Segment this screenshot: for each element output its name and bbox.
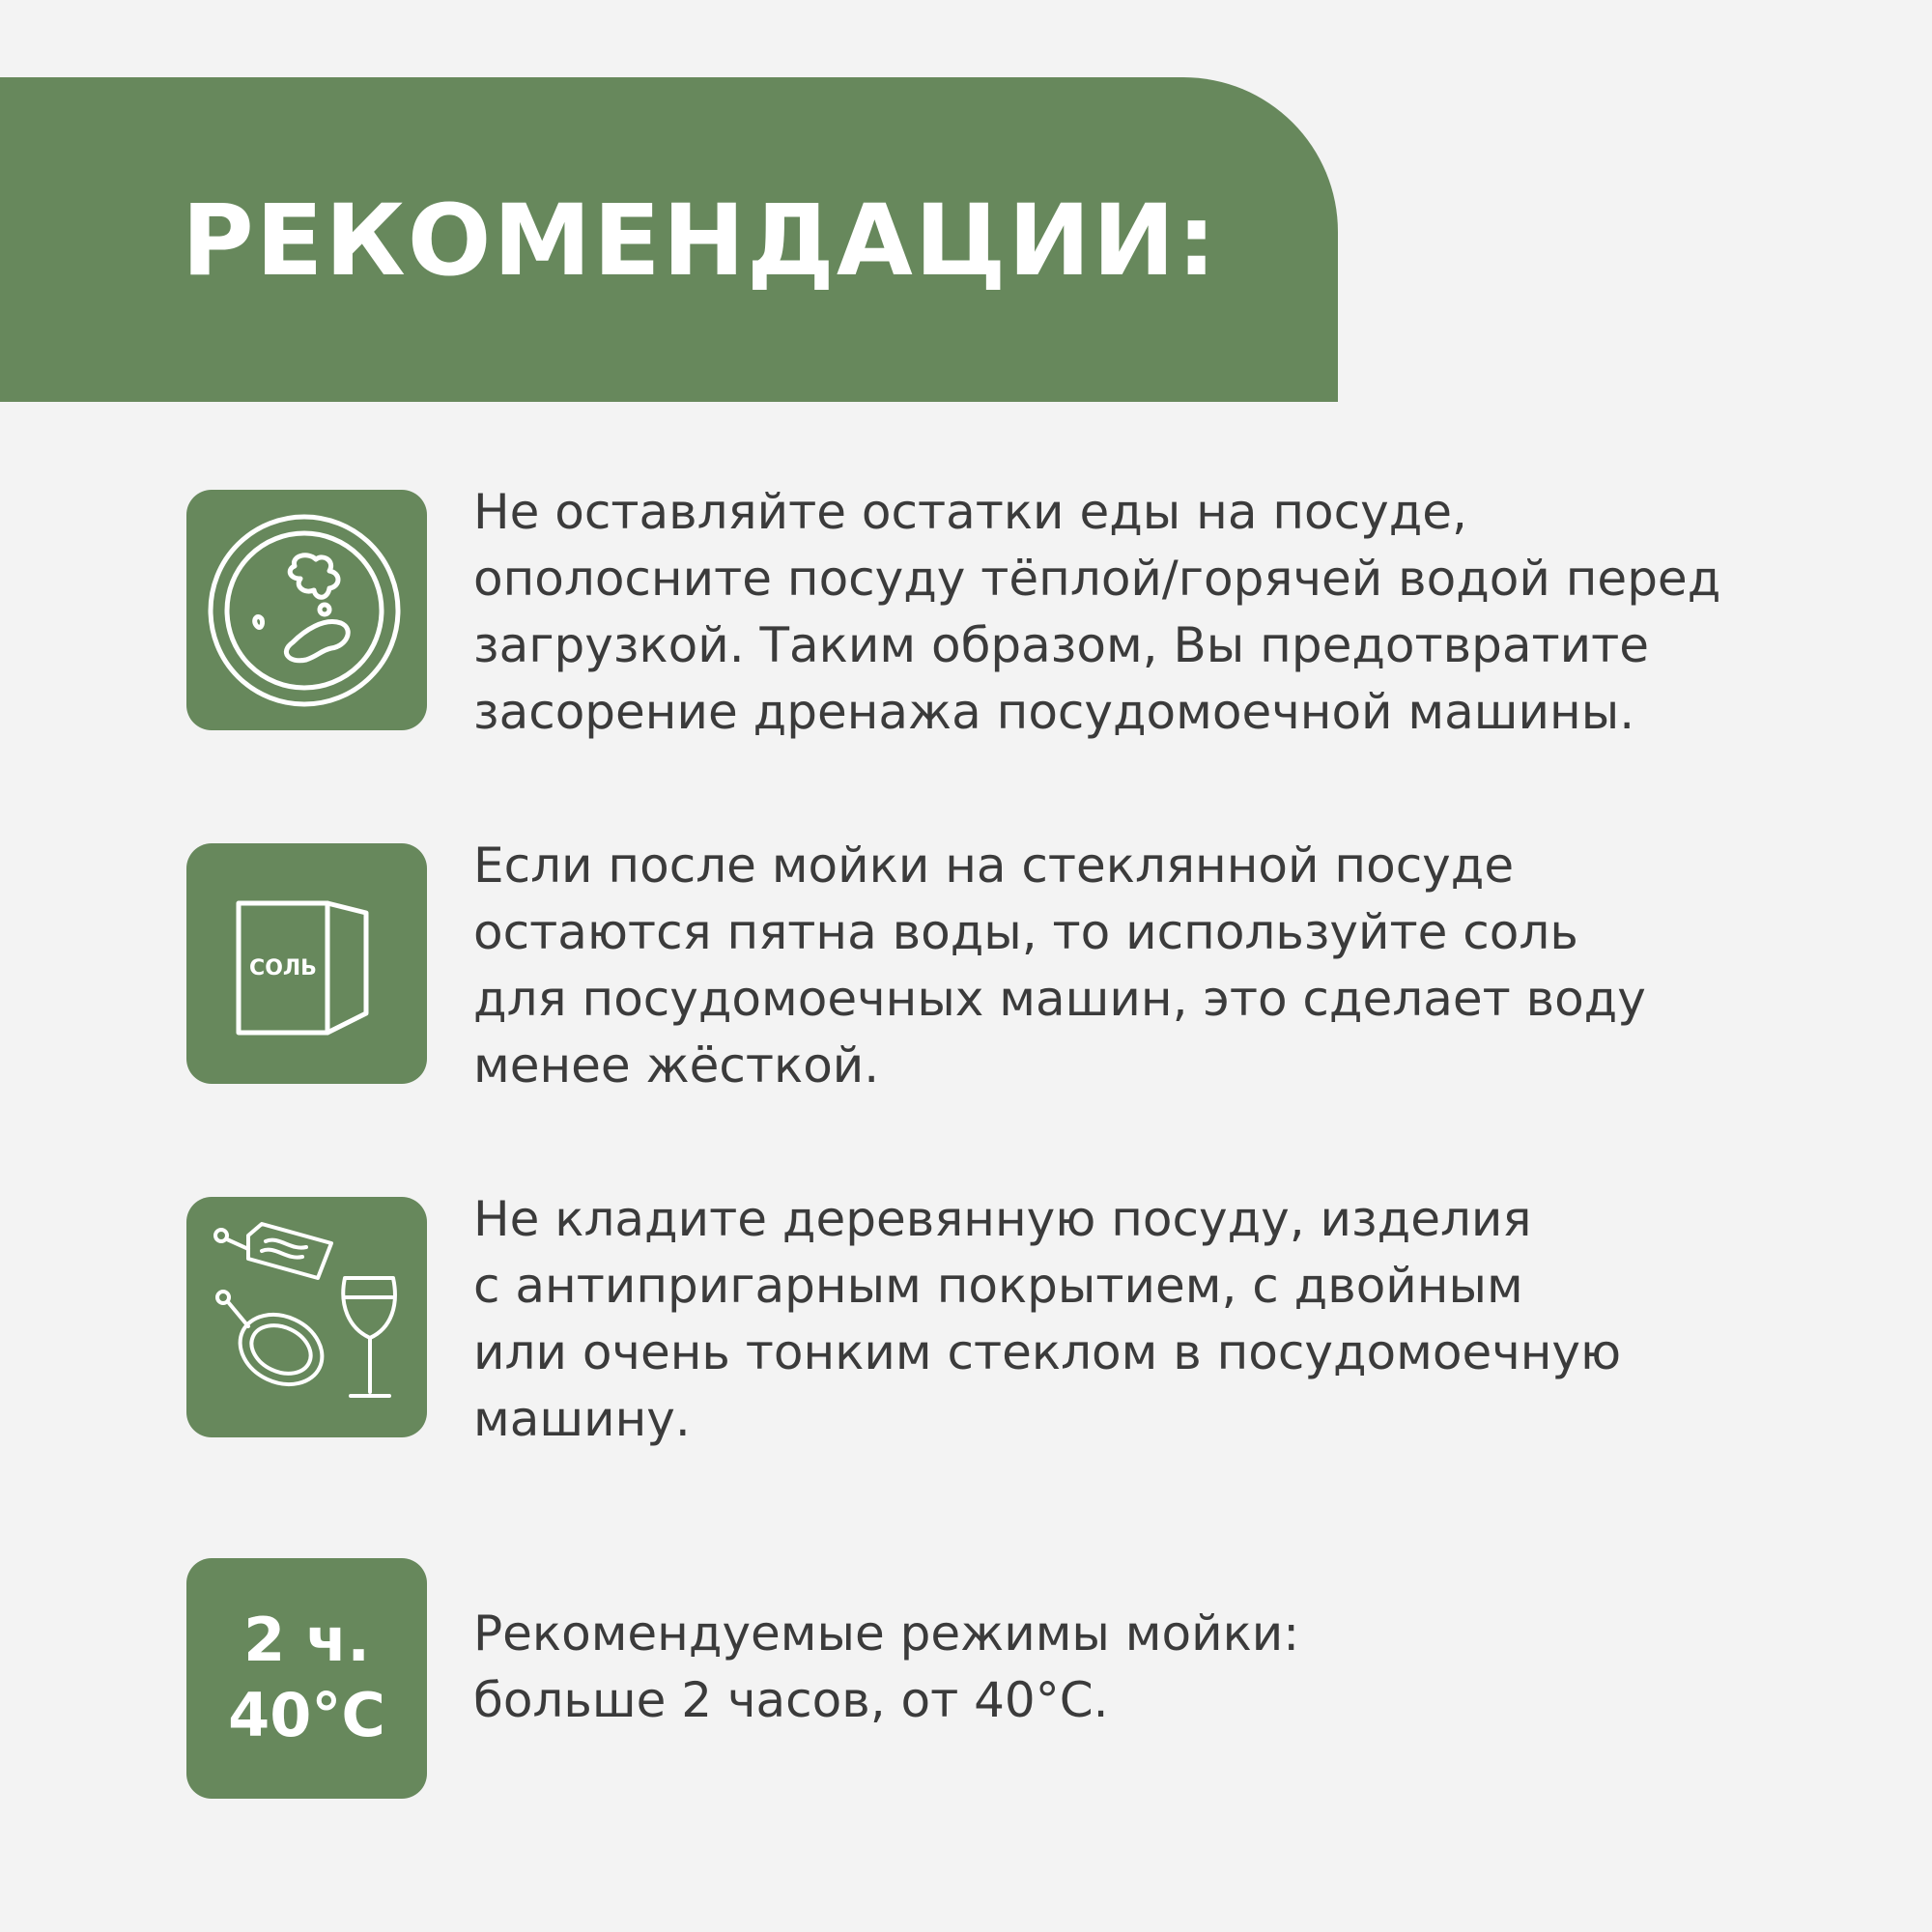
salt-box-label: СОЛЬ bbox=[249, 956, 317, 980]
recommendation-text bbox=[473, 479, 1720, 746]
text-line: Рекомендуемые режимы мойки: bbox=[473, 1605, 1300, 1662]
cookware-icon bbox=[186, 1197, 427, 1437]
wash-mode-badge-text bbox=[186, 1603, 427, 1753]
text-line: менее жёсткой. bbox=[473, 1037, 880, 1094]
recommendation-text bbox=[473, 1601, 1299, 1734]
text-line: для посудомоечных машин, это сделает воду bbox=[473, 971, 1646, 1027]
recommendation-text bbox=[473, 833, 1646, 1099]
text-line: больше 2 часов, от 40°С. bbox=[473, 1672, 1109, 1728]
text-line: засорение дренажа посудомоечной машины. bbox=[473, 684, 1635, 740]
text-line: машину. bbox=[473, 1391, 691, 1447]
badge-line-temperature: 40°С bbox=[228, 1680, 385, 1750]
text-line: Не кладите деревянную посуду, изделия bbox=[473, 1191, 1532, 1247]
dirty-plate-icon bbox=[186, 490, 427, 730]
recommendation-text bbox=[473, 1186, 1621, 1453]
text-line: или очень тонким стеклом в посудомоечную bbox=[473, 1324, 1622, 1380]
page-title: РЕКОМЕНДАЦИИ: bbox=[182, 184, 1218, 298]
text-line: с антипригарным покрытием, с двойным bbox=[473, 1258, 1523, 1314]
salt-box-icon bbox=[186, 843, 427, 1084]
text-line: Не оставляйте остатки еды на посуде, bbox=[473, 484, 1467, 540]
text-line: загрузкой. Таким образом, Вы предотвратите bbox=[473, 617, 1649, 673]
wash-mode-badge bbox=[186, 1558, 427, 1799]
badge-line-duration: 2 ч. bbox=[243, 1605, 370, 1675]
text-line: остаются пятна воды, то используйте соль bbox=[473, 904, 1578, 960]
text-line: ополосните посуду тёплой/горячей водой перед bbox=[473, 551, 1721, 607]
text-line: Если после мойки на стеклянной посуде bbox=[473, 838, 1515, 894]
